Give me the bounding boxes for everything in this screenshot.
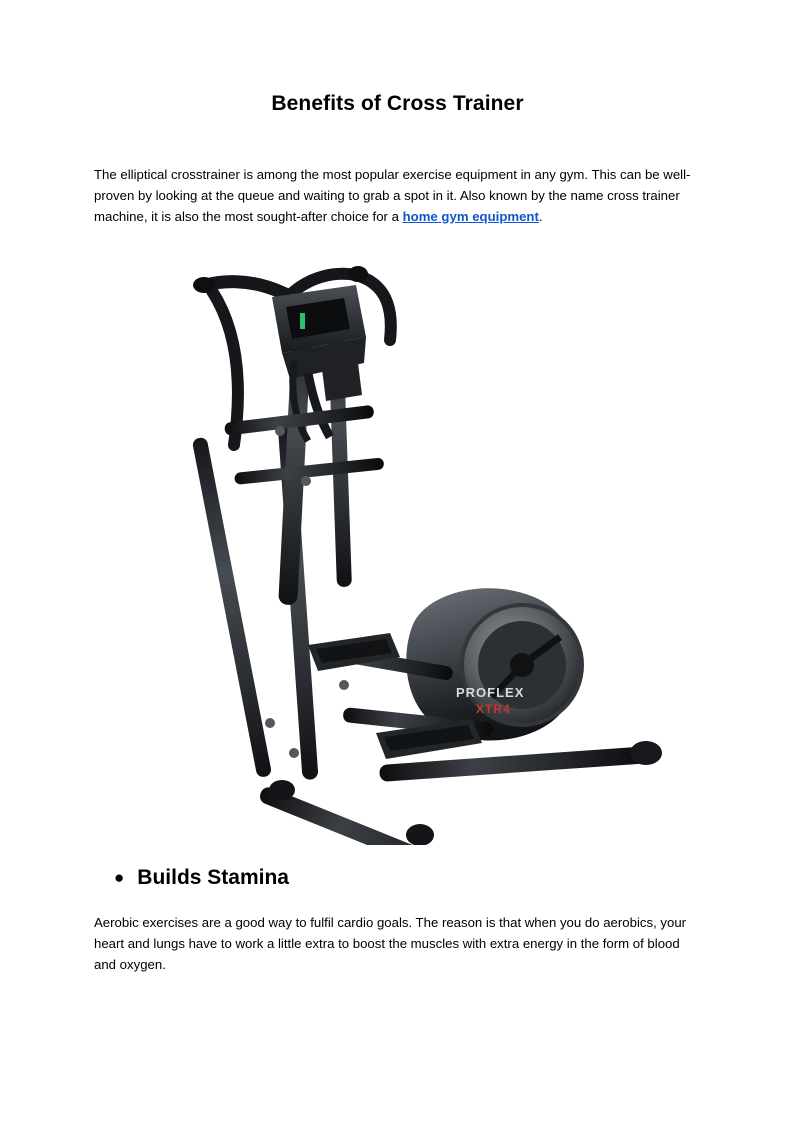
model-label: XTR4 <box>476 702 511 716</box>
section-heading: Builds Stamina <box>137 866 289 889</box>
bullet-icon: ● <box>114 868 125 887</box>
rear-stabiliser <box>258 780 492 845</box>
document-content <box>94 92 701 975</box>
intro-paragraph <box>94 164 701 227</box>
section-heading-row <box>94 863 701 893</box>
intro-text-before-link: The elliptical crosstrainer is among the most popular exercise equipment in any gym. This can be well-proven by looking at the queue and waiting to grab a spot in it. Also known by the name cross trainer machine, it is also the most sought-after choice for a <box>94 167 691 224</box>
brand-label: PROFLEX <box>456 685 525 700</box>
cross-trainer-illustration <box>94 245 701 845</box>
page-title: Benefits of Cross Trainer <box>271 92 524 115</box>
intro-text-after-link: . <box>538 209 543 224</box>
cross-trainer-figure <box>94 245 701 845</box>
section-paragraph: Aerobic exercises are a good way to fulfil cardio goals. The reason is that when you do aerobics, your heart and lungs have to work a little extra to boost the muscles with extra energy in the form of blood and oxygen. <box>94 915 687 972</box>
home-gym-equipment-link[interactable]: home gym equipment <box>402 209 539 224</box>
section-paragraph-wrapper <box>94 912 701 975</box>
intro-paragraph-wrapper <box>94 164 701 227</box>
